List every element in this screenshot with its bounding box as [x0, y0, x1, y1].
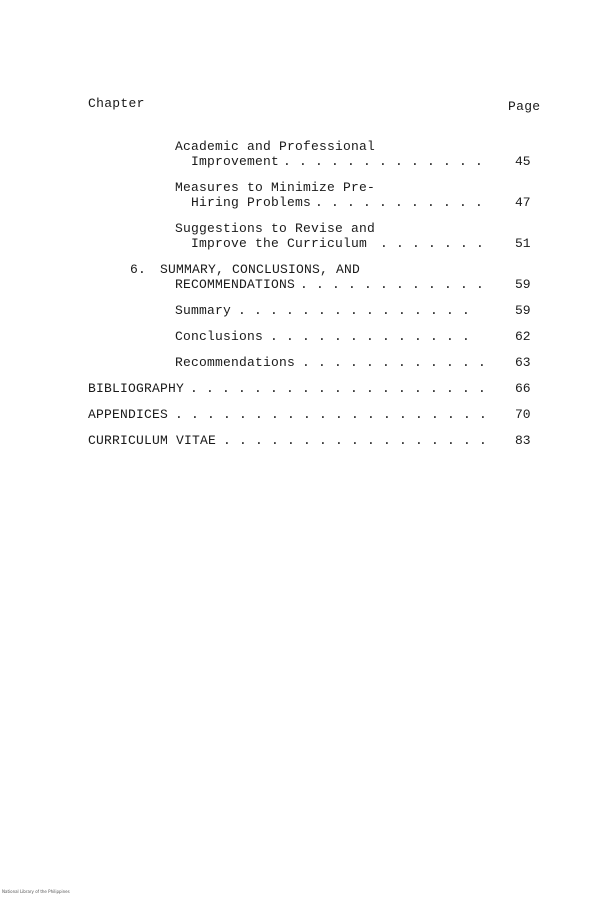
toc-entry-page: 51	[515, 236, 531, 251]
dot-leader: . . . . . . . . . . . . .	[270, 329, 471, 344]
dot-leader: . . . . . . . . . . . . . . .	[238, 303, 471, 318]
toc-entry-title: Measures to Minimize Pre-	[175, 180, 376, 195]
toc-entry-title-cont: Hiring Problems	[175, 195, 312, 210]
toc-entry-page: 45	[515, 154, 531, 169]
dot-leader: . . . . . . . . . . . . . . . . . . . .	[175, 407, 488, 422]
toc-entry-page: 63	[515, 355, 531, 370]
toc-entry-title-cont: Improve the Curriculum	[175, 236, 368, 251]
toc-section-title: APPENDICES	[88, 407, 169, 422]
dot-leader: . . . . . . . . . . . . . . . . . . .	[190, 381, 487, 396]
library-footer: National Library of the Philippines	[2, 889, 70, 894]
toc-entry-page: 83	[515, 433, 531, 448]
dot-leader: . . . . . . .	[380, 236, 485, 251]
toc-entry-title: Suggestions to Revise and	[175, 221, 376, 236]
dot-leader: . . . . . . . . . . . . .	[283, 154, 484, 169]
toc-section-title: CURRICULUM VITAE	[88, 433, 217, 448]
dot-leader: . . . . . . . . . . . .	[302, 355, 487, 370]
toc-entry-page: 47	[515, 195, 531, 210]
toc-entry-page: 62	[515, 329, 531, 344]
chapter-column-header: Chapter	[88, 96, 145, 111]
toc-entry-page: 66	[515, 381, 531, 396]
toc-entry-title-cont: Improvement	[175, 154, 280, 169]
toc-entry-title: Academic and Professional	[175, 139, 376, 154]
toc-chapter-title: SUMMARY, CONCLUSIONS, AND	[160, 262, 361, 277]
toc-entry-page: 59	[515, 303, 531, 318]
toc-entry-title: Conclusions	[175, 329, 264, 344]
toc-chapter-title-cont: RECOMMENDATIONS	[175, 277, 296, 292]
chapter-number: 6.	[130, 262, 147, 277]
page-column-header: Page	[508, 99, 541, 114]
toc-entry-page: 59	[515, 277, 531, 292]
toc-entry-page: 70	[515, 407, 531, 422]
toc-entry-title: Recommendations	[175, 355, 296, 370]
dot-leader: . . . . . . . . . . . . . . . . .	[223, 433, 488, 448]
toc-entry-title: Summary	[175, 303, 232, 318]
dot-leader: . . . . . . . . . . . .	[300, 277, 485, 292]
dot-leader: . . . . . . . . . . .	[315, 195, 484, 210]
toc-section-title: BIBLIOGRAPHY	[88, 381, 185, 396]
